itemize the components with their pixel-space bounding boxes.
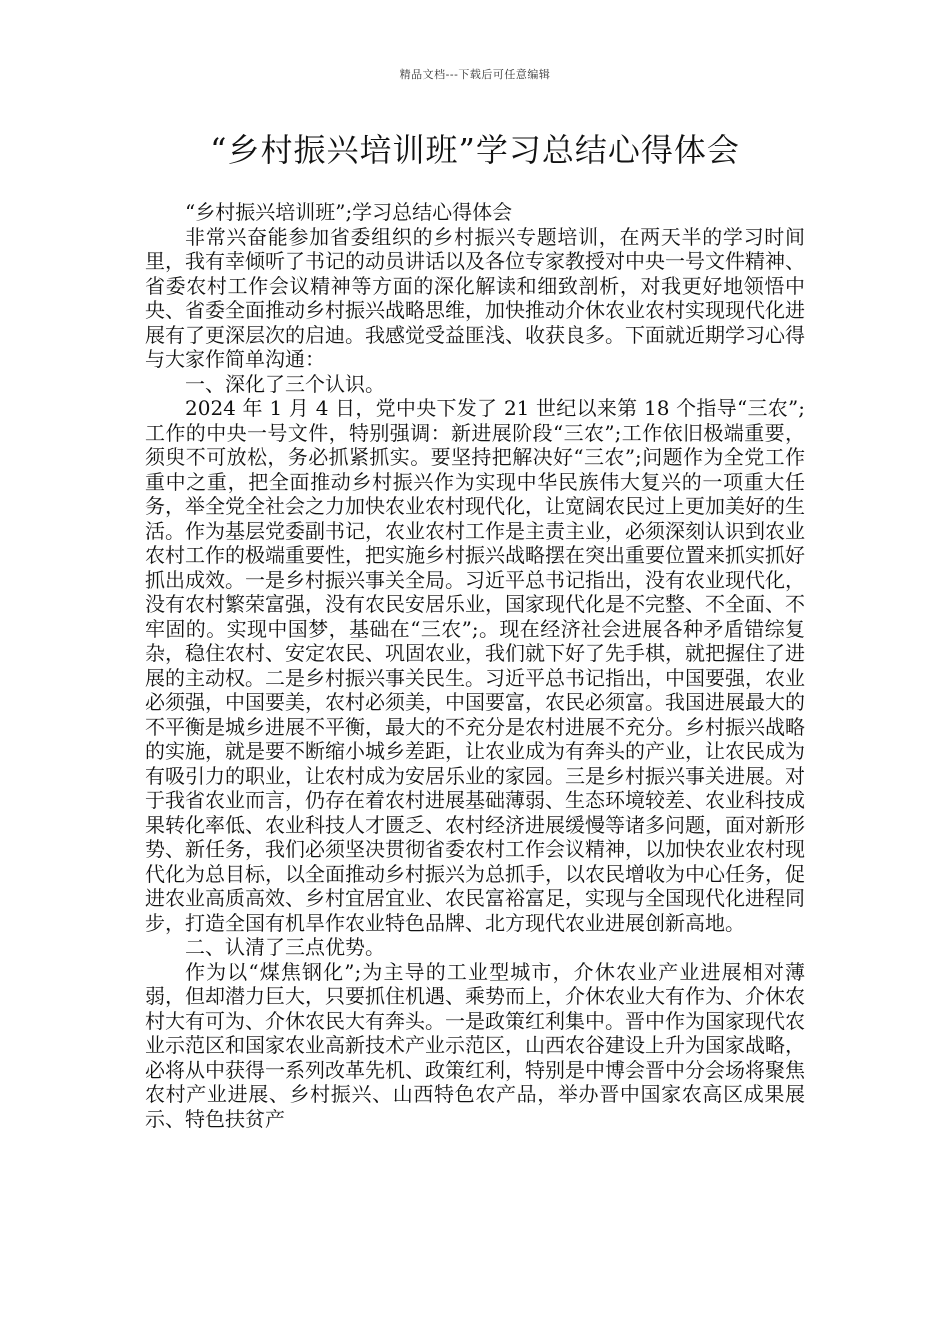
paragraph-section-2: 作为以“煤焦钢化”;为主导的工业型城市，介休农业产业进展相对薄弱，但却潜力巨大，只要抓住机遇、乘势而上，介休农业大有作为、介休农村大有可为、介休农民大有奔头。一是政策红利集中。晋中作为国家现代农业示范区和国家农业高新技术产业示范区，山西农谷建设上升为国家战略，必将从中获得一系列改革先机、政策红利，特别是中博会晋中分会场将聚焦农村产业进展、乡村振兴、山西特色农产品，举办晋中国家农高区成果展示、特色扶贫产 bbox=[145, 959, 805, 1131]
document-body bbox=[145, 200, 805, 1131]
section-heading-1: 一、深化了三个认识。 bbox=[185, 371, 385, 396]
paragraph-section-1: 2024 年 1 月 4 日，党中央下发了 21 世纪以来第 18 个指导“三农”;工作的中央一号文件，特别强调：新进展阶段“三农”;工作依旧极端重要，须臾不可放松，务必抓紧抓实。要坚持把解决好“三农”;问题作为全党工作重中之重，把全面推动乡村振兴作为实现中华民族伟大复兴的一项重大任务，举全党全社会之力加快农业农村现代化，让宽阔农民过上更加美好的生活。作为基层党委副书记，农业农村工作是主责主业，必须深刻认识到农业农村工作的极端重要性，把实施乡村振兴战略摆在突出重要位置来抓实抓好抓出成效。一是乡村振兴事关全局。习近平总书记指出，没有农业现代化，没有农村繁荣富强，没有农民安居乐业，国家现代化是不完整、不全面、不牢固的。实现中国梦，基础在“三农”;。现在经济社会进展各种矛盾错综复杂，稳住农村、安定农民、巩固农业，我们就下好了先手棋，就把握住了进展的主动权。二是乡村振兴事关民生。习近平总书记指出，中国要强，农业必须强，中国要美，农村必须美，中国要富，农民必须富。我国进展最大的不平衡是城乡进展不平衡，最大的不充分是农村进展不充分。乡村振兴战略的实施，就是要不断缩小城乡差距，让农业成为有奔头的产业，让农民成为有吸引力的职业，让农村成为安居乐业的家园。三是乡村振兴事关进展。对于我省农业而言，仍存在着农村进展基础薄弱、生态环境较差、农业科技成果转化率低、农业科技人才匮乏、农村经济进展缓慢等诸多问题，面对新形势、新任务，我们必须坚决贯彻省委农村工作会议精神，以加快农业农村现代化为总目标，以全面推动乡村振兴为总抓手，以农民增收为中心任务，促进农业高质高效、乡村宜居宜业、农民富裕富足，实现与全国现代化进程同步，打造全国有机旱作农业特色品牌、北方现代农业进展创新高地。 bbox=[145, 396, 805, 935]
section-heading-2: 二、认清了三点优势。 bbox=[185, 935, 385, 959]
paragraph-intro: 非常兴奋能参加省委组织的乡村振兴专题培训，在两天半的学习时间里，我有幸倾听了书记的动员讲话以及各位专家教授对中央一号文件精神、省委农村工作会议精神等方面的深化解读和细致剖析，对我更好地领悟中央、省委全面推动乡村振兴战略思维，加快推动介休农业农村实现现代化进展有了更深层次的启迪。我感觉受益匪浅、收获良多。下面就近期学习心得与大家作简单沟通： bbox=[145, 224, 805, 371]
paragraph-subtitle: “乡村振兴培训班”;学习总结心得体会 bbox=[185, 200, 513, 224]
header-note: 精品文档---下载后可任意编辑 bbox=[399, 68, 551, 81]
document-title: “乡村振兴培训班”学习总结心得体会 bbox=[210, 131, 740, 169]
